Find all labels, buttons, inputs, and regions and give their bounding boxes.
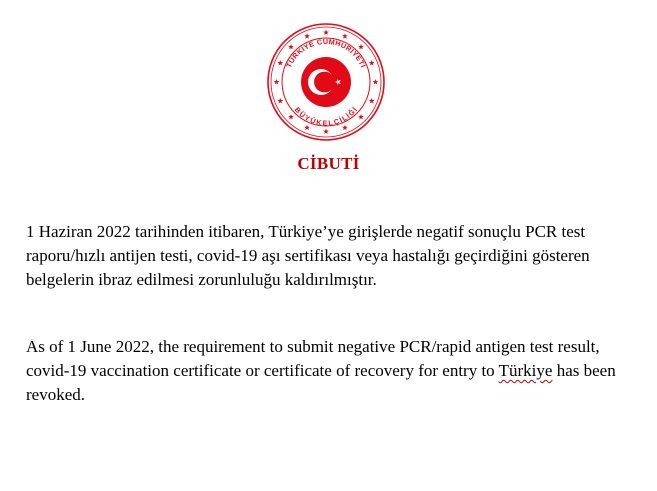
crescent-and-star-icon xyxy=(301,57,351,107)
paragraph-turkish: 1 Haziran 2022 tarihinden itibaren, Türkiye’ye girişlerde negatif sonuçlu PCR test raporu/hızlı antijen testi, covid-19 aşı sertifikası veya hastalığı geçirdiğini gösteren belgelerin ibraz edilmesi zorunluluğu kaldırılmıştır. xyxy=(26,222,590,289)
seal-star-icon xyxy=(288,114,294,119)
seal-star-icon xyxy=(304,33,310,38)
spellcheck-flagged-word: Türkiye xyxy=(498,361,553,380)
seal-star-icon xyxy=(369,98,375,103)
seal-star-icon xyxy=(358,44,364,49)
seal-star-icon xyxy=(342,33,348,38)
seal-star-icon xyxy=(288,44,294,49)
seal-star-icon xyxy=(342,125,348,130)
seal-star-icon xyxy=(277,98,283,103)
paragraph-english-tail: has been revoked. xyxy=(26,361,616,404)
city-title: CİBUTİ xyxy=(297,154,360,173)
seal-star-icon xyxy=(304,125,310,130)
seal-top-text: TÜRKİYE CUMHURİYETİ xyxy=(284,36,368,70)
seal-bottom-text: BÜYÜKELÇİLİĞİ xyxy=(292,105,360,128)
svg-text:BÜYÜKELÇİLİĞİ xyxy=(293,105,360,127)
seal-star-icon xyxy=(358,114,364,119)
seal-star-icon xyxy=(373,79,379,84)
seal-star-icon xyxy=(274,79,280,84)
seal-star-icon xyxy=(323,30,329,35)
seal-star-icon xyxy=(323,129,329,134)
seal-star-icon xyxy=(369,60,375,65)
paragraph-english xyxy=(26,335,626,407)
seal-star-icon xyxy=(277,60,283,65)
embassy-seal-icon xyxy=(266,22,386,142)
paragraph-english-main: As of 1 June 2022, the requirement to submit negative PCR/rapid antigen test result, covid-19 vaccination certificate or certificate of recovery for entry to xyxy=(26,337,600,380)
